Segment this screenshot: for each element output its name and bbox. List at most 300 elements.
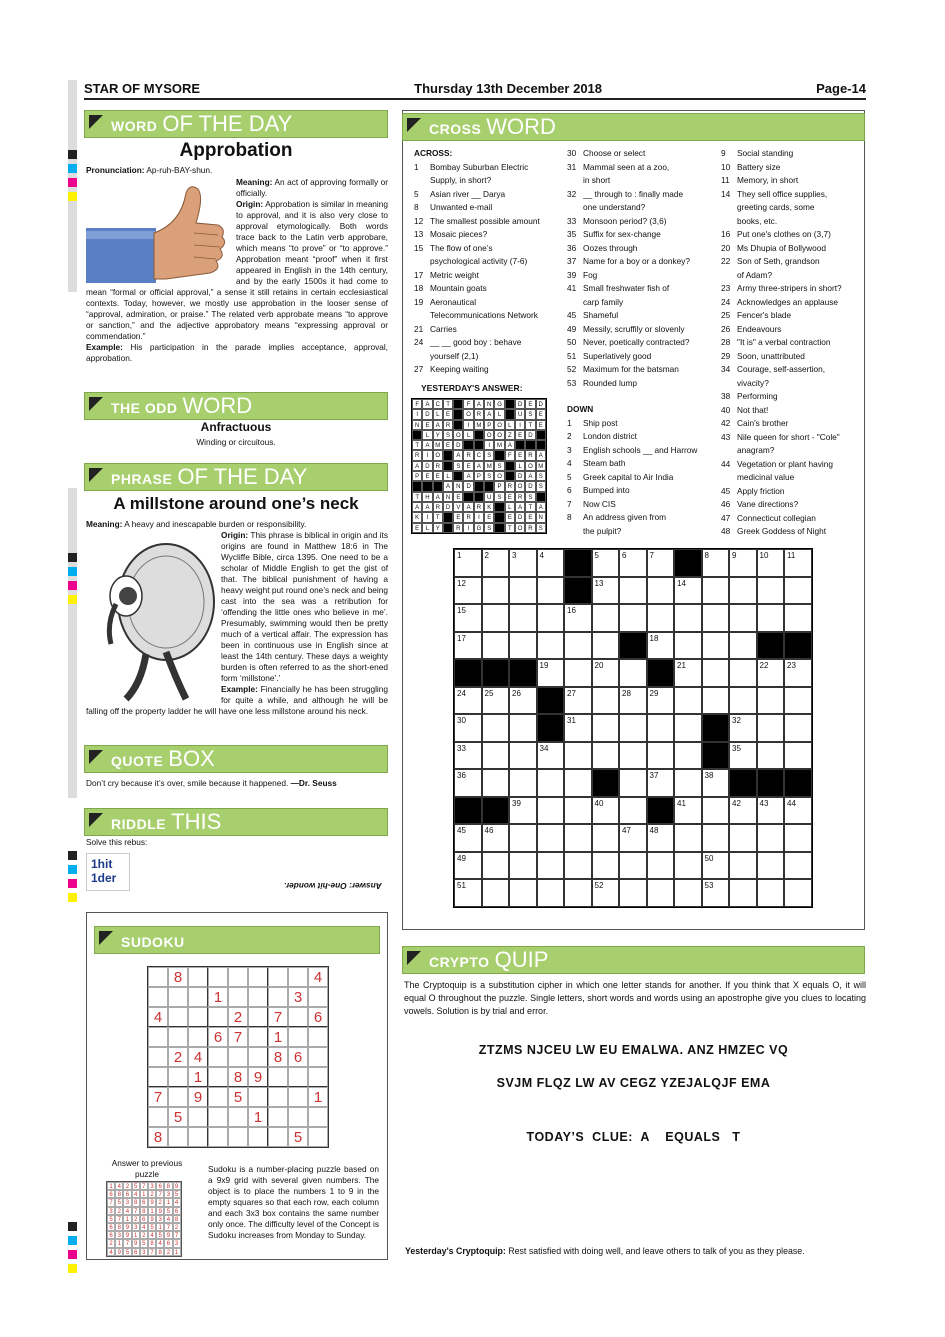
clue-text: Name for a boy or a donkey?: [583, 256, 690, 266]
clue-number: 3: [567, 444, 572, 455]
clue-text: in short: [583, 175, 611, 185]
crossword-cell: [509, 852, 537, 880]
sudoku-cell: 4: [308, 967, 328, 987]
answer-block: [443, 512, 453, 522]
clue-text: Unwanted e-mail: [430, 202, 493, 212]
sudoku-answer-cell: 6: [164, 1239, 172, 1247]
answer-cell: P: [484, 420, 494, 430]
answer-block: [443, 450, 453, 460]
answer-cell: R: [474, 409, 484, 419]
clue-number: 15: [414, 242, 424, 253]
clue-number: 32: [567, 188, 577, 199]
sudoku-cell: [168, 1087, 188, 1107]
answer-cell: D: [463, 481, 473, 491]
answer-block: [412, 430, 422, 440]
clue-item: [721, 404, 861, 418]
clue-text: Son of Seth, grandson: [737, 256, 820, 266]
clue-number: [414, 309, 430, 323]
crossword-block: [564, 549, 592, 577]
phrase-body: [86, 530, 388, 717]
crossword-cell: [619, 714, 647, 742]
clue-number: 40: [721, 404, 731, 415]
sudoku-cell: [248, 1127, 268, 1147]
clue-number: 39: [567, 269, 577, 280]
banner-small-text: PHRASE: [111, 471, 173, 487]
crossword-cell: 3: [509, 549, 537, 577]
origin-text: This phrase is biblical in origin and its origins are found in Matthew 18:6 in The Wycliffe Bible, circa 1395. One need to be a scholar of Middle English to get the gist of that. The biblical punishment of having a heavy weight put round one’s neck and being cast into the sea was a retribution for ‘offending the little ones who believe in me’. Presumably, swimming would then be pretty much of a vertical affair. The expression has been in continuous use in English since at least the 14th century. These days a weighty burden is often referred to as the short-ened form ‘millstone’.’: [221, 530, 388, 683]
sudoku-cell: [248, 1087, 268, 1107]
crossword-cell: [564, 769, 592, 797]
clue-item: [721, 296, 861, 310]
answer-cell: U: [515, 409, 525, 419]
clue-item: [414, 228, 564, 242]
crossword-cell: [674, 714, 702, 742]
example-text: His participation in the parade implies acceptance, approval, approbation.: [86, 342, 388, 363]
print-color-marks: [68, 150, 77, 206]
answer-cell: N: [412, 420, 422, 430]
answer-block: [453, 399, 463, 409]
sudoku-cell: [208, 1047, 228, 1067]
sudoku-cell: [308, 1027, 328, 1047]
sudoku-cell: [268, 1087, 288, 1107]
answer-cell: S: [484, 471, 494, 481]
meaning-text: An act of approving formally or officially.: [236, 177, 388, 198]
answer-cell: M: [433, 440, 443, 450]
sudoku-cell: [148, 987, 168, 1007]
crossword-cell: 35: [729, 742, 757, 770]
crossword-cell: 9: [729, 549, 757, 577]
clue-number: 24: [414, 337, 424, 347]
clue-number: 37: [567, 256, 577, 266]
crossword-cell: 34: [537, 742, 565, 770]
sudoku-answer-cell: 4: [140, 1223, 148, 1231]
crossword-block: [757, 632, 785, 660]
sudoku-answer-cell: 9: [123, 1231, 131, 1239]
phrase-banner: [84, 463, 388, 491]
across-clues-col-1: [414, 147, 564, 377]
rebus-line-2: 1der: [91, 871, 117, 885]
answer-cell: I: [515, 420, 525, 430]
answer-cell: V: [453, 502, 463, 512]
clue-text: Connecticut collegian: [737, 512, 816, 523]
clue-item: [567, 255, 717, 269]
clue-number: 24: [721, 296, 731, 307]
answer-block: [453, 409, 463, 419]
crossword-cell: [674, 879, 702, 907]
clue-item: [414, 350, 564, 364]
sudoku-cell: 7: [268, 1007, 288, 1027]
answer-block: [443, 461, 453, 471]
yesterday-cryptoquip: [405, 1246, 867, 1256]
riddle-banner: [84, 808, 388, 836]
crossword-block: [454, 797, 482, 825]
yesterday-answer-label: YESTERDAY'S ANSWER:: [421, 383, 523, 393]
answer-cell: S: [525, 409, 535, 419]
clue-item: [721, 188, 861, 202]
crossword-cell: [757, 742, 785, 770]
crossword-cell: 33: [454, 742, 482, 770]
clue-item: [567, 323, 717, 337]
answer-cell: K: [412, 512, 422, 522]
clue-number: 36: [567, 242, 577, 253]
clue-number: 13: [414, 229, 424, 239]
crossword-banner: [402, 113, 865, 141]
crossword-cell: 7: [647, 549, 675, 577]
clue-item: [721, 485, 861, 499]
crossword-cell: 48: [647, 824, 675, 852]
crossword-cell: [702, 797, 730, 825]
answer-cell: E: [443, 409, 453, 419]
sudoku-cell: 1: [268, 1027, 288, 1047]
sudoku-cell: [168, 1127, 188, 1147]
clue-text: Social standing: [737, 148, 794, 158]
pron-text: Ap-ruh-BAY-shun.: [144, 165, 213, 175]
sudoku-cell: 7: [148, 1087, 168, 1107]
answer-cell: S: [443, 430, 453, 440]
print-color-marks: [68, 1222, 77, 1278]
sudoku-cell: [148, 1107, 168, 1127]
answer-cell: N: [536, 512, 546, 522]
clue-number: 7: [567, 498, 572, 509]
answer-cell: M: [474, 420, 484, 430]
answer-block: [494, 512, 504, 522]
answer-block: [422, 481, 432, 491]
clue-item: [414, 323, 564, 337]
clue-item: [721, 309, 861, 323]
sudoku-cell: [168, 1067, 188, 1087]
answer-cell: M: [536, 461, 546, 471]
clue-item: [721, 525, 861, 539]
sudoku-answer-cell: 2: [173, 1223, 181, 1231]
answer-cell: L: [515, 461, 525, 471]
crossword-cell: [509, 577, 537, 605]
clue-number: 5: [414, 188, 419, 199]
sudoku-answer-cell: 7: [123, 1239, 131, 1247]
print-color-marks: [68, 553, 77, 609]
sudoku-answer-cell: 9: [156, 1207, 164, 1215]
clue-text: Performing: [737, 391, 778, 401]
clue-text: Rounded lump: [583, 377, 637, 388]
sudoku-cell: [188, 1027, 208, 1047]
clue-text: one understand?: [583, 202, 646, 212]
sudoku-answer-cell: 2: [115, 1207, 123, 1215]
clue-item: [414, 161, 564, 175]
clue-item: [721, 228, 861, 242]
crossword-cell: 39: [509, 797, 537, 825]
clue-item: [721, 377, 861, 391]
clue-number: 17: [414, 269, 424, 280]
clue-text: Aeronautical: [430, 296, 477, 307]
meaning-label: Meaning:: [86, 519, 123, 529]
answer-cell: S: [453, 461, 463, 471]
crossword-cell: [592, 687, 620, 715]
clue-text: Vane directions?: [737, 499, 799, 509]
clue-text: Endeavours: [737, 323, 782, 334]
clue-item: [567, 201, 717, 215]
clue-number: [721, 215, 737, 229]
cryptoquip-banner: [402, 946, 865, 974]
sudoku-answer-cell: 1: [123, 1215, 131, 1223]
answer-cell: A: [474, 399, 484, 409]
clue-number: 50: [567, 337, 577, 347]
clue-number: 2: [567, 431, 572, 441]
sudoku-answer-cell: 5: [156, 1231, 164, 1239]
side-strip: [68, 488, 77, 798]
crossword-cell: [674, 769, 702, 797]
sudoku-cell: 1: [208, 987, 228, 1007]
sudoku-answer-cell: 4: [173, 1198, 181, 1206]
clue-text: Not that!: [737, 404, 769, 415]
clue-number: 42: [721, 418, 731, 428]
answer-block: [453, 420, 463, 430]
answer-cell: U: [484, 492, 494, 502]
clue-number: 46: [721, 499, 731, 509]
clue-item: [567, 282, 717, 296]
crossword-cell: 27: [564, 687, 592, 715]
crossword-cell: [619, 769, 647, 797]
clue-text: The flow of one’s: [430, 242, 493, 253]
crossword-block: [647, 659, 675, 687]
example-label: Example:: [221, 684, 258, 694]
sudoku-answer-cell: 7: [140, 1182, 148, 1190]
clue-text: Nile queen for short - "Cole": [737, 431, 840, 442]
quote-body: Don’t cry because it’s over, smile because it happened.: [86, 778, 289, 788]
crossword-cell: [509, 714, 537, 742]
clue-number: 41: [567, 283, 577, 293]
clue-text: Asian river __ Darya: [430, 188, 506, 199]
crossword-cell: [537, 852, 565, 880]
sudoku-cell: 1: [308, 1087, 328, 1107]
crossword-cell: 31: [564, 714, 592, 742]
crossword-cell: 44: [784, 797, 812, 825]
clue-item: [567, 188, 717, 202]
clue-item: [567, 296, 717, 310]
crossword-cell: 43: [757, 797, 785, 825]
crossword-cell: 22: [757, 659, 785, 687]
clue-text: Shameful: [583, 310, 619, 320]
clue-number: [721, 201, 737, 215]
crossword-cell: 28: [619, 687, 647, 715]
crossword-cell: [592, 604, 620, 632]
answer-cell: A: [433, 492, 443, 502]
answer-cell: O: [494, 471, 504, 481]
answer-cell: R: [433, 502, 443, 512]
clue-item: [721, 498, 861, 512]
sudoku-answer-cell: 9: [164, 1231, 172, 1239]
answer-block: [474, 440, 484, 450]
sudoku-answer-cell: 4: [132, 1190, 140, 1198]
clue-number: [414, 255, 430, 269]
sudoku-cell: [288, 1087, 308, 1107]
answer-cell: E: [422, 420, 432, 430]
sudoku-answer-cell: 7: [107, 1198, 115, 1206]
crossword-cell: 40: [592, 797, 620, 825]
clue-item: [567, 377, 717, 391]
answer-cell: D: [515, 399, 525, 409]
answer-cell: L: [422, 430, 432, 440]
answer-block: [484, 481, 494, 491]
answer-cell: E: [422, 471, 432, 481]
answer-cell: I: [463, 523, 473, 533]
sudoku-cell: [148, 967, 168, 987]
crossword-block: [482, 659, 510, 687]
sudoku-answer-cell: 2: [123, 1182, 131, 1190]
clue-text: Acknowledges an applause: [737, 296, 839, 307]
clue-item: [567, 336, 717, 350]
clue-number: 22: [721, 256, 731, 266]
clue-item: [721, 269, 861, 283]
sudoku-answer-cell: 8: [115, 1190, 123, 1198]
sudoku-answer-cell: 6: [173, 1207, 181, 1215]
answer-block: [474, 430, 484, 440]
clue-item: [567, 242, 717, 256]
crossword-cell: 52: [592, 879, 620, 907]
clue-number: 23: [721, 283, 731, 293]
crossword-cell: [482, 714, 510, 742]
crossword-cell: [729, 577, 757, 605]
cryptoquip-line-1: ZTZMS NJCEU LW EU EMALWA. ANZ HMZEC VQ: [478, 1043, 789, 1057]
answer-cell: O: [453, 430, 463, 440]
sudoku-answer-cell: 8: [140, 1207, 148, 1215]
sudoku-cell: 8: [168, 967, 188, 987]
sudoku-answer-cell: 3: [115, 1231, 123, 1239]
sudoku-cell: [208, 1067, 228, 1087]
answer-block: [494, 450, 504, 460]
clue-number: [567, 201, 583, 215]
sudoku-grid: [147, 966, 329, 1148]
sudoku-cell: [208, 1087, 228, 1107]
sudoku-answer-cell: 8: [115, 1223, 123, 1231]
banner-big-text: THIS: [171, 809, 222, 834]
page-header: [84, 80, 866, 100]
crossword-cell: 51: [454, 879, 482, 907]
clue-item: [414, 255, 564, 269]
sudoku-answer-cell: 8: [173, 1215, 181, 1223]
sudoku-cell: [248, 1007, 268, 1027]
clue-item: [567, 471, 717, 485]
clue-number: 21: [414, 323, 424, 334]
clue-text: __ __ good boy : behave: [430, 337, 522, 347]
crossword-cell: [592, 714, 620, 742]
clue-number: 28: [721, 337, 731, 347]
sudoku-cell: [288, 1007, 308, 1027]
clue-number: 19: [414, 296, 424, 307]
answer-cell: Y: [433, 430, 443, 440]
sudoku-cell: [148, 1027, 168, 1047]
answer-cell: D: [443, 502, 453, 512]
sudoku-cell: 6: [308, 1007, 328, 1027]
clue-item: [721, 174, 861, 188]
clue-item: [414, 201, 564, 215]
answer-cell: R: [525, 450, 535, 460]
answer-cell: P: [474, 471, 484, 481]
sudoku-cell: [228, 987, 248, 1007]
answer-cell: D: [525, 481, 535, 491]
crossword-block: [784, 632, 812, 660]
sudoku-answer-cell: 6: [107, 1223, 115, 1231]
answer-block: [463, 440, 473, 450]
clue-number: [721, 269, 737, 283]
sudoku-cell: 8: [268, 1047, 288, 1067]
clue-text: Greek capital to Air India: [583, 471, 674, 482]
answer-cell: T: [525, 502, 535, 512]
clue-text: Maximum for the batsman: [583, 364, 679, 374]
answer-cell: H: [422, 492, 432, 502]
answer-block: [505, 409, 515, 419]
clue-item: [567, 215, 717, 229]
clue-text: carp family: [583, 296, 624, 307]
sudoku-answer-cell: 7: [156, 1190, 164, 1198]
answer-cell: N: [443, 492, 453, 502]
sudoku-cell: [248, 987, 268, 1007]
crossword-cell: 49: [454, 852, 482, 880]
answer-cell: D: [422, 461, 432, 471]
answer-cell: Z: [505, 430, 515, 440]
answer-cell: D: [536, 399, 546, 409]
sudoku-cell: 2: [168, 1047, 188, 1067]
crossword-cell: [729, 824, 757, 852]
crossword-cell: [702, 659, 730, 687]
clue-item: [567, 147, 717, 161]
answer-cell: L: [422, 523, 432, 533]
crossword-cell: 18: [647, 632, 675, 660]
clue-item: [567, 417, 717, 431]
clue-item: [721, 458, 861, 472]
answer-cell: A: [463, 471, 473, 481]
clue-item: [567, 309, 717, 323]
sudoku-cell: [168, 1027, 188, 1047]
sudoku-cell: [188, 1107, 208, 1127]
clue-item: [414, 174, 564, 188]
crossword-cell: [729, 659, 757, 687]
crossword-block: [729, 769, 757, 797]
crossword-cell: [674, 604, 702, 632]
clue-item: [721, 471, 861, 485]
sudoku-answer-cell: 5: [132, 1182, 140, 1190]
crossword-cell: 16: [564, 604, 592, 632]
answer-cell: I: [422, 512, 432, 522]
answer-block: [536, 492, 546, 502]
banner-big-text: WORD: [182, 393, 253, 418]
quote-banner: [84, 745, 388, 773]
clue-item: [567, 269, 717, 283]
clue-text: Telecommunications Network: [430, 310, 538, 320]
sudoku-cell: [248, 967, 268, 987]
crossword-cell: [702, 687, 730, 715]
clue-item: [721, 215, 861, 229]
sudoku-cell: 8: [148, 1127, 168, 1147]
clue-item: [721, 161, 861, 175]
crossword-cell: [674, 852, 702, 880]
answer-cell: D: [515, 512, 525, 522]
crossword-cell: [537, 632, 565, 660]
crossword-cell: [757, 714, 785, 742]
cryptoquip-line-2: SVJM FLQZ LW AV CEGZ YZEJALQJF EMA: [496, 1076, 771, 1090]
sudoku-answer-cell: 1: [164, 1198, 172, 1206]
clue-number: 49: [567, 323, 577, 334]
banner-small-text: THE ODD: [111, 400, 178, 416]
answer-cell: E: [484, 512, 494, 522]
clue-number: 34: [721, 364, 731, 374]
sudoku-answer-cell: 5: [123, 1248, 131, 1256]
sudoku-answer-cell: 4: [164, 1215, 172, 1223]
down-label: DOWN: [567, 404, 594, 414]
crossword-cell: [647, 604, 675, 632]
clue-item: [414, 269, 564, 283]
clue-number: 11: [721, 175, 730, 185]
yesterday-cryptoquip-text: Rest satisfied with doing well, and leave others to talk of you as they please.: [505, 1246, 805, 1256]
sudoku-answer-cell: 3: [156, 1215, 164, 1223]
